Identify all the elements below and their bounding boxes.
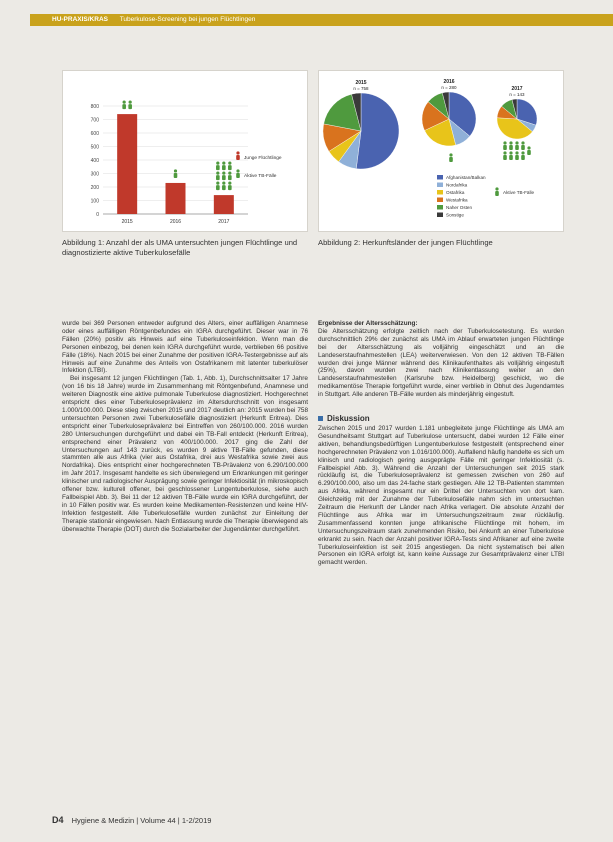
pie-2015 (323, 80, 399, 169)
person-body (515, 155, 519, 160)
person-body (216, 165, 220, 170)
tb-case-icon (449, 153, 453, 162)
person-head (521, 141, 524, 144)
y-tick-label: 800 (90, 104, 99, 110)
person-head (228, 162, 231, 165)
bar-2015 (117, 114, 137, 214)
person-head (527, 146, 530, 149)
person-body (495, 191, 499, 196)
tb-case-icon (228, 172, 232, 181)
page-number: D4 (52, 815, 64, 825)
person-body (236, 155, 240, 160)
x-tick-label: 2016 (169, 219, 182, 225)
header-title: Tuberkulose-Screening bei jungen Flüchtlingen (119, 16, 256, 23)
tb-case-icon (228, 162, 232, 171)
person-head (174, 169, 177, 172)
figure-1-caption: Abbildung 1: Anzahl der als UMA untersuchten jungen Flüchtlinge und diagnostizierte aktive Tuberkulosefälle (62, 238, 298, 257)
person-body (216, 175, 220, 180)
y-tick-label: 200 (90, 185, 99, 191)
tb-case-icon (521, 141, 525, 150)
page-footer (52, 815, 211, 825)
tb-case-icon (216, 162, 220, 171)
figure-1-box (62, 70, 308, 232)
person-head (503, 151, 506, 154)
tb-case-icon (509, 141, 513, 150)
tb-case-icon (515, 141, 519, 150)
bar-2017 (214, 195, 234, 214)
tb-case-icon (216, 172, 220, 181)
tb-case-icon (515, 151, 519, 160)
person-body (222, 185, 226, 190)
legend-swatch (437, 198, 443, 203)
left-paragraph-2: Bei insgesamt 12 jungen Flüchtlingen (Tab. 1, Abb. 1), Durchschnittsalter 17 Jahre (von 16 bis 18 Jahre) wurde im Zusammenhang mit Röntgenbefund, Anamnese und weiteren Diagnostik eine aktive pulmonale Tuberkulose diagnostiziert. Hochgerechnet entspricht dies einer Tuberkuloseprävalenz im Altersdurchschnitt von insgesamt 1.000/100.000. Diese stieg zwischen 2015 und 2017 deutlich an: 2015 wurden bei 758 untersuchten Personen zwei Tuberkulosefälle diagnostiziert (Herkunft Eritrea). Dies entspricht einer Tuberkuloseprävalenz bei Eintreffen von 260/100.000. 2016 wurden 280 Untersuchungen durchgeführt und dabei ein TB-Fall entdeckt (Herkunft Eritrea), entsprechend einer Prävalenz von 400/100.000. 2017 ging die Zahl der Untersuchungen auf 143 zurück, es wurden 9 aktive TB-Fälle gefunden, diese stammten alle aus Afrika (vier aus Ostafrika, drei aus Westafrika sowie zwei aus Nordafrika). Dies entspricht einer hochgerechneten TB-Prävalenz von 6.290/100.000 im Jahr 2017. Insgesamt handelte es sich überwiegend um Erkrankungen mit geringer klinischer und radiologischer Ausprägung sowie geringer Infektiosität (in mikroskopisch offener bzw. kulturell offener, bei geschlossener Lungentuberkulose, siehe auch Fallbeispiel Abb. 3). Bei 11 der 12 aktiven TB-Fälle wurde ein IGRA durchgeführt, der in 10 Fällen positiv war. Es wurden keine Medikamenten-Resistenzen und keine HIV-Infektion festgestellt. Alle Tuberkulosefälle wurden zunächst zur Einleitung der Therapie stationär eingewiesen. Nach Entlassung wurde die Therapie überwiegend als überwachte Therapie (DOT) durch die Sozialarbeiter der Jugendämter durchgeführt. (62, 375, 308, 533)
person-body (228, 165, 232, 170)
section-heading-discussion (318, 415, 564, 423)
legend-swatch (437, 175, 443, 180)
x-tick-label: 2017 (218, 219, 230, 225)
legend-swatch (437, 205, 443, 210)
person-head (222, 182, 225, 185)
person-head (123, 101, 126, 104)
y-tick-label: 100 (90, 198, 99, 205)
person-head (228, 182, 231, 185)
person-body (509, 145, 513, 150)
y-tick-label: 700 (90, 117, 99, 124)
y-tick-label: 300 (90, 171, 99, 178)
person-head (449, 153, 452, 156)
y-tick-label: 0 (96, 212, 99, 218)
legend-label-tb: Aktive TB-Fälle (503, 190, 535, 195)
y-tick-label: 500 (90, 144, 99, 151)
legend-person-icon (236, 151, 240, 160)
person-body (128, 104, 132, 109)
figure-2-caption: Abbildung 2: Herkunftsländer der jungen Flüchtlinge (318, 238, 493, 247)
legend-swatch (437, 190, 443, 195)
x-tick-label: 2015 (121, 219, 133, 225)
journal-info: Hygiene & Medizin | Volume 44 | 1-2/2019 (71, 816, 212, 825)
tb-case-icon (222, 162, 226, 171)
person-body (449, 157, 453, 162)
person-body (216, 185, 220, 190)
pie-2016 (422, 79, 476, 146)
discussion-label: Diskussion (327, 414, 370, 424)
person-body (521, 155, 525, 160)
person-body (228, 185, 232, 190)
bar-2016 (166, 183, 186, 214)
legend-label-tb: Aktive TB-Fälle (244, 174, 277, 179)
header-section: HU-PRAXIS/KRAS (52, 16, 108, 23)
section-heading-age: Ergebnisse der Altersschätzung: (318, 320, 418, 327)
person-head (521, 151, 524, 154)
tb-case-icon (122, 101, 126, 110)
person-head (509, 141, 512, 144)
person-body (503, 155, 507, 160)
running-header (30, 14, 613, 26)
person-head (515, 141, 518, 144)
legend-label: Naher Osten (446, 205, 473, 210)
person-body (503, 145, 507, 150)
pie-2017 (497, 86, 537, 139)
person-head (216, 172, 219, 175)
person-body (521, 145, 525, 150)
legend-swatch (437, 183, 443, 188)
tb-case-icon (174, 169, 178, 178)
bar-legend (236, 151, 282, 179)
legend-label: Ostafrika (446, 190, 465, 195)
person-body (228, 175, 232, 180)
tb-case-icon (527, 146, 531, 155)
legend-tb-icon (236, 169, 240, 178)
person-body (236, 173, 240, 178)
tb-case-icon (128, 101, 132, 110)
legend-tb-icon (495, 187, 499, 196)
legend-swatch (437, 213, 443, 218)
pie-n-label: n = 143 (509, 92, 525, 97)
right-text-column (318, 320, 564, 567)
person-head (129, 101, 132, 104)
pie-n-label: n = 758 (353, 86, 369, 91)
figure-2-box (318, 70, 564, 232)
pie-slice (356, 93, 399, 169)
person-head (216, 182, 219, 185)
person-head (236, 151, 239, 154)
person-head (509, 151, 512, 154)
legend-label: Afghanistan/Balkan (446, 175, 486, 180)
person-head (222, 162, 225, 165)
bar-chart (63, 71, 307, 231)
tb-case-icon (503, 141, 507, 150)
tb-case-icon (509, 151, 513, 160)
person-head (515, 151, 518, 154)
pie-year-label: 2017 (511, 86, 523, 92)
left-text-column (62, 320, 308, 533)
y-tick-label: 600 (90, 131, 99, 137)
pie-chart (319, 71, 563, 231)
tb-case-icon (228, 182, 232, 191)
person-body (509, 155, 513, 160)
person-head (236, 169, 239, 172)
pie-year-label: 2016 (443, 79, 455, 85)
person-body (527, 150, 531, 155)
person-head (503, 141, 506, 144)
person-body (222, 165, 226, 170)
right-paragraph-2: Zwischen 2015 und 2017 wurden 1.181 unbegleitete junge Flüchtlinge als UMA am Gesundheitsamt Stuttgart auf Tuberkulose untersucht, dabei wurden 12 Fälle einer aktiven, behandlungsbedürftigen Lungentuberkulose festgestellt (entsprechend einer hochgerechneten Prävalenz von 1.016/100.000). Auffallend häufig handelte es sich um klinisch und radiologisch gering ausgeprägte Fälle mit geringer Infektiosität (s. Fallbeispiel Abb. 3). Während die Anzahl der Untersuchungen seit 2015 stark rückläufig ist, die Tuberkuloseprävalenz ist gemessen zwischen von 260 auf 6.290/100.000, also um das 24-fache stark gestiegen. Alle 12 TB-Patienten stammten aus Afrika, während insgesamt nur ein Drittel der Untersuchten von dort kam. Gleichzeitig mit der Zunahme der Tuberkulosefälle nahm sich im untersuchten Zeitraum die Herkunft der Länder nach Afrika verlagert. Die absolute Anzahl der Flüchtlinge aus Afrika war im Untersuchungszeitraum zwar rückläufig. Zusammenfassend konnten junge afrikanische Flüchtlinge mit hohem, im Untersuchungszeitraum stark zunehmenden Risiko, bei Ankunft an einer Tuberkulose erkrankt zu sein. Nach der Anzahl positiver IGRA-Tests sind Afrikaner auf eine zweite Tuberkuloseinfektion ist seit 2015 angestiegen. Da nicht systematisch bei allen Personen ein IGRA erfolgt ist, kann keine Aussage zur Gesamtprävalenz einer LTBI gemacht werden. (318, 424, 564, 567)
person-body (222, 175, 226, 180)
tb-case-icon (222, 172, 226, 181)
person-head (222, 172, 225, 175)
tb-case-icon (222, 182, 226, 191)
tb-case-icon (521, 151, 525, 160)
person-body (174, 173, 178, 178)
legend-label: Sonstige (446, 212, 464, 218)
section-marker-icon (318, 416, 323, 421)
legend-label-examined: Junge Flüchtlinge (244, 156, 282, 161)
person-body (515, 145, 519, 150)
pie-n-label: n = 280 (441, 85, 457, 90)
legend-label: Westafrika (446, 197, 468, 203)
tb-case-icon (503, 151, 507, 160)
left-paragraph-1: wurde bei 369 Personen entweder aufgrund des Alters, einer auffälligen Anamnese oder eines auffälligen Röntgenbefundes ein IGRA durchgeführt. Dieser war in 76 Fällen (20%) positiv als Hinweis auf eine Tuberkuloseinfektion. Wenn man die Personen einbezog, bei denen kein IGRA durchgeführt wurde, verblieben 66 positive Fälle (18%). Nach 2015 bei einer Zunahme der positiven IGRA-Testergebnisse auf als Hinweis auf eine Zunahme des Anteils von Ostafrikanern mit latenter tuberkulöser Infektion (LTBI). (62, 320, 308, 375)
right-paragraph-1: Die Altersschätzung erfolgte zeitlich nach der Tuberkulosetestung. Es wurden durchschnittlich 29% der zunächst als UMA im Ablauf erwarteten jungen Flüchtlinge bei der Altersschätzung als volljährig eingeschätzt und an die Landeserstaufnahmestellen (LEA) weiterverwiesen. Von den 12 aktiven TB-Fällen wurden drei junge Männer während des Klinikaufenthaltes als volljährig eingestuft (25%), davon wurden zwei nach Klinikentlassung weiter an den Landeserstaufnahmestellen (Karlsruhe bzw. Heidelberg) geschickt, wo die medikamentöse Therapie fortgeführt wurde, einer verblieb in Obhut des Jugendamtes in Stuttgart. Alle anderen TB-Fälle wurden als minderjährig eingestuft. (318, 327, 564, 399)
person-head (495, 187, 498, 190)
person-body (122, 104, 126, 109)
person-head (216, 162, 219, 165)
pie-year-label: 2015 (355, 80, 367, 86)
y-tick-label: 400 (90, 158, 99, 164)
tb-case-icon (216, 182, 220, 191)
legend-label: Nordafrika (446, 182, 468, 188)
pie-legend (437, 175, 535, 218)
person-head (228, 172, 231, 175)
